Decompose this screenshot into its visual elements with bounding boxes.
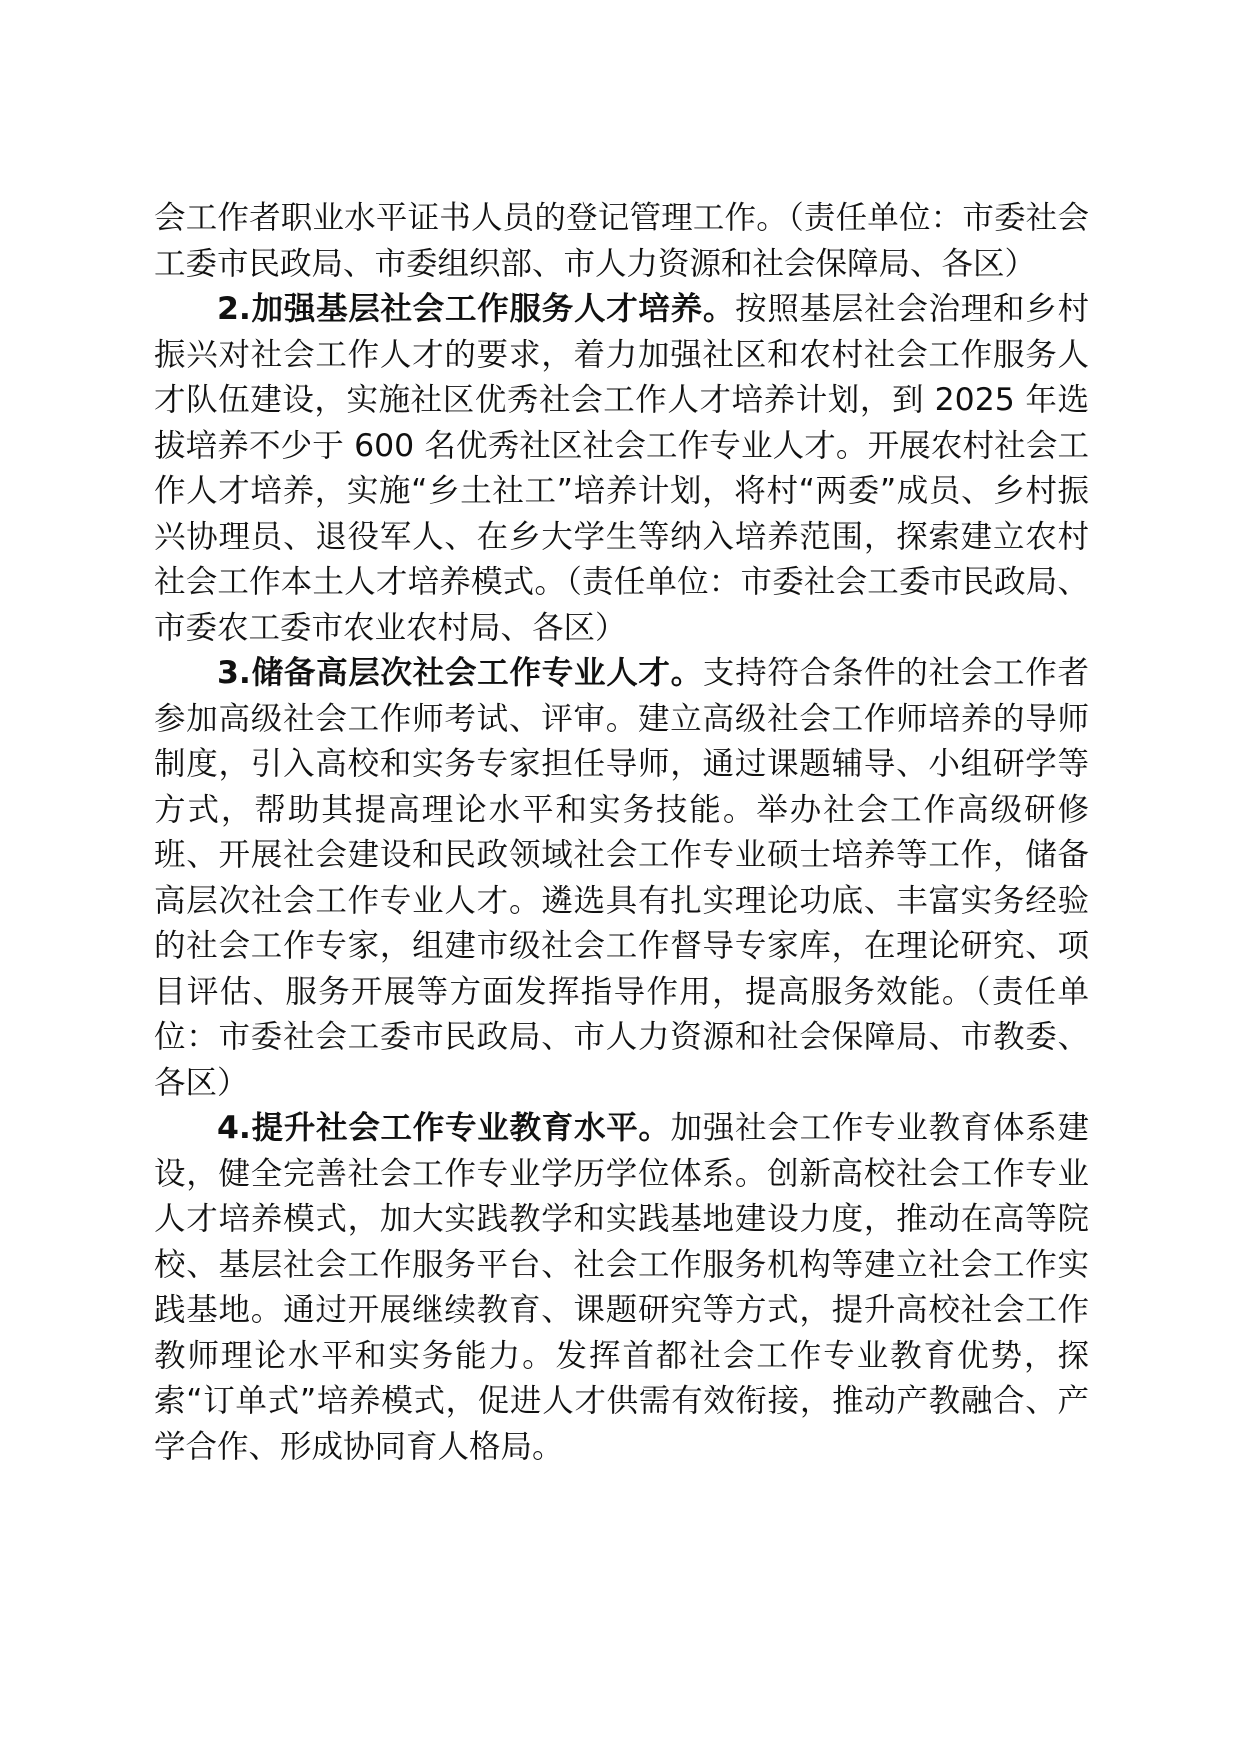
paragraph-item-2	[154, 287, 1089, 651]
paragraph-heading: 2.加强基层社会工作服务人才培养。	[217, 291, 736, 327]
paragraph-body: 支持符合条件的社会工作者参加高级社会工作师考试、评审。建立高级社会工作师培养的导师制度，引入高校和实务专家担任导师，通过课题辅导、小组研学等方式，帮助其提高理论水平和实务技能。举办社会工作高级研修班、开展社会建设和民政领域社会工作专业硕士培养等工作，储备高层次社会工作专业人才。遴选具有扎实理论功底、丰富实务经验的社会工作专家，组建市级社会工作督导专家库，在理论研究、项目评估、服务开展等方面发挥指导作用，提高服务效能。（责任单位：市委社会工委市民政局、市人力资源和社会保障局、市教委、各区）	[154, 655, 1089, 1101]
paragraph-continuation	[154, 196, 1089, 287]
paragraph-item-4	[154, 1106, 1089, 1470]
paragraph-heading: 3.储备高层次社会工作专业人才。	[217, 655, 703, 691]
paragraph-heading: 4.提升社会工作专业教育水平。	[217, 1110, 671, 1146]
paragraph-item-3	[154, 651, 1089, 1106]
document-body	[154, 196, 1089, 1470]
paragraph-body: 按照基层社会治理和乡村振兴对社会工作人才的要求，着力加强社区和农村社会工作服务人才队伍建设，实施社区优秀社会工作人才培养计划，到 2025 年选拔培养不少于 600 名优秀社区社会工作专业人才。开展农村社会工作人才培养，实施“乡土社工”培养计划，将村“两委”成员、乡村振兴协理员、退役军人、在乡大学生等纳入培养范围，探索建立农村社会工作本土人才培养模式。（责任单位：市委社会工委市民政局、市委农工委市农业农村局、各区）	[154, 291, 1089, 646]
paragraph-body: 会工作者职业水平证书人员的登记管理工作。（责任单位：市委社会工委市民政局、市委组织部、市人力资源和社会保障局、各区）	[154, 200, 1089, 282]
paragraph-body: 加强社会工作专业教育体系建设，健全完善社会工作专业学历学位体系。创新高校社会工作专业人才培养模式，加大实践教学和实践基地建设力度，推动在高等院校、基层社会工作服务平台、社会工作服务机构等建立社会工作实践基地。通过开展继续教育、课题研究等方式，提升高校社会工作教师理论水平和实务能力。发挥首都社会工作专业教育优势，探索“订单式”培养模式，促进人才供需有效衔接，推动产教融合、产学合作、形成协同育人格局。	[154, 1110, 1089, 1465]
